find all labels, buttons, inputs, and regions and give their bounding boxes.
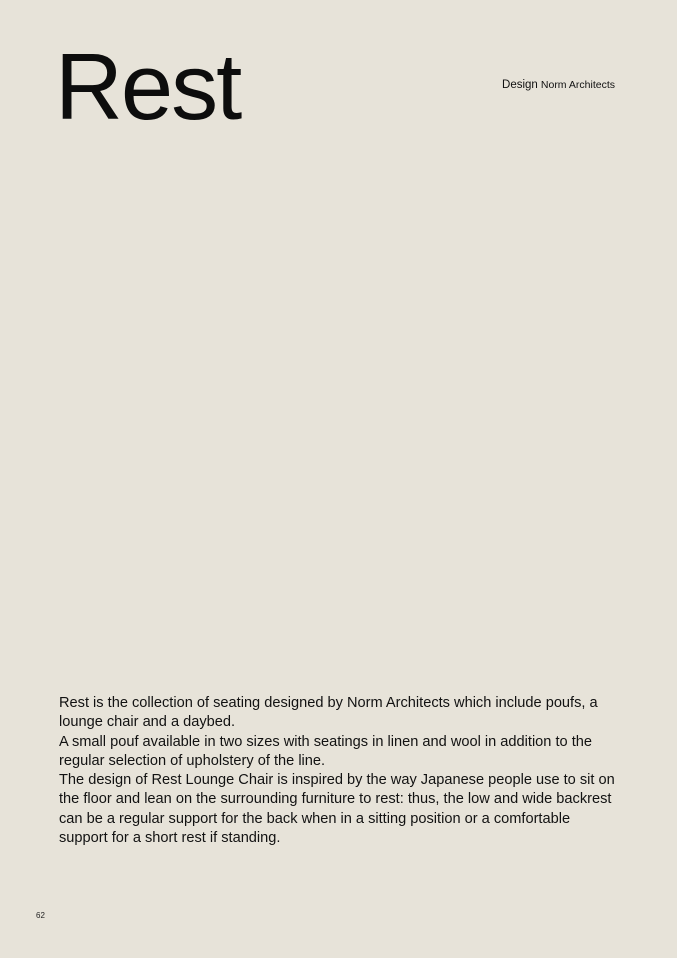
description-paragraph: The design of Rest Lounge Chair is inspired by the way Japanese people use to sit on the floor and lean on the surrounding furniture to rest: thus, the low and wide backrest can be a regular support for the back when in a sitting position or a comfortable support for a short rest if standing.: [59, 772, 615, 847]
page-number: 62: [36, 911, 45, 920]
designer-credit: [502, 79, 615, 92]
description-paragraph: A small pouf available in two sizes with seatings in linen and wool in addition to the regular selection of upholstery of the line.: [59, 733, 592, 769]
designer-name: Norm Architects: [540, 79, 615, 91]
page-title: Rest: [55, 34, 241, 139]
description-paragraph: Rest is the collection of seating designed by Norm Architects which include poufs, a lounge chair and a daybed.: [59, 695, 598, 731]
description-text: [59, 694, 619, 848]
designer-label: Design: [502, 79, 538, 91]
